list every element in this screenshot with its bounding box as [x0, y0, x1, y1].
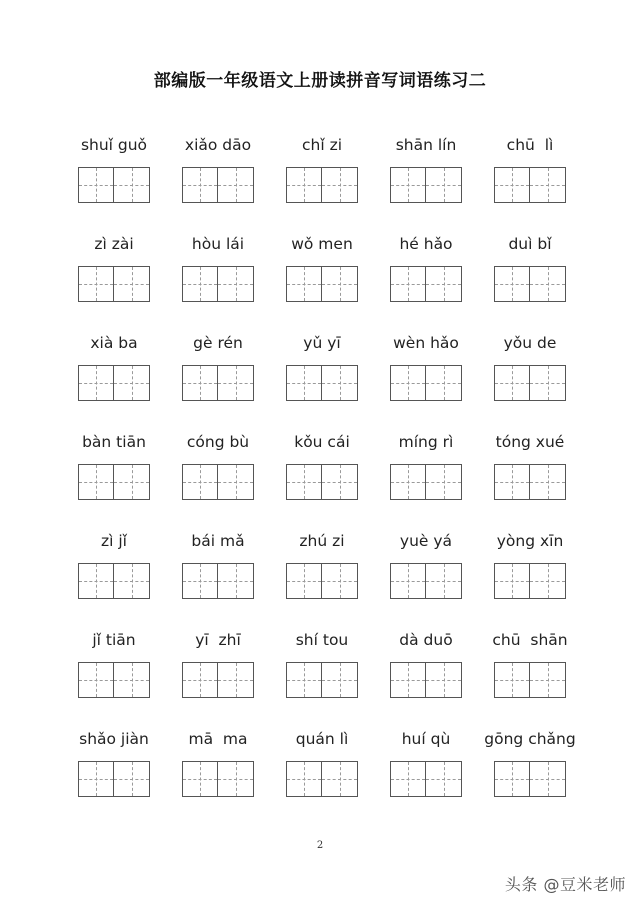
- tianzige-box[interactable]: [78, 365, 114, 401]
- pinyin-label: yǔ yī: [303, 334, 341, 352]
- tianzige-box[interactable]: [218, 563, 254, 599]
- tianzige-box[interactable]: [530, 365, 566, 401]
- pinyin-label: hòu lái: [191, 235, 245, 253]
- writing-boxes: [78, 464, 150, 500]
- exercise-item: [478, 528, 582, 627]
- exercise-item: [62, 330, 166, 429]
- pinyin-label: bái mǎ: [191, 532, 245, 550]
- exercise-item: [478, 231, 582, 330]
- writing-boxes: [182, 761, 254, 797]
- writing-boxes: [390, 761, 462, 797]
- watermark: 头条 @豆米老师: [504, 875, 626, 894]
- tianzige-box[interactable]: [286, 662, 322, 698]
- writing-boxes: [286, 563, 358, 599]
- tianzige-box[interactable]: [286, 761, 322, 797]
- tianzige-box[interactable]: [114, 464, 150, 500]
- pinyin-label: huí qù: [401, 730, 451, 748]
- exercise-item: [478, 330, 582, 429]
- pinyin-label: shān lín: [395, 136, 457, 154]
- pinyin-label: chū shān: [492, 631, 568, 649]
- pinyin-label: gè rén: [193, 334, 243, 352]
- writing-boxes: [494, 365, 566, 401]
- exercise-item: [374, 330, 478, 429]
- pinyin-label: zì jǐ: [101, 532, 127, 550]
- tianzige-box[interactable]: [78, 662, 114, 698]
- exercise-item: [166, 726, 270, 825]
- exercise-item: [62, 132, 166, 231]
- writing-boxes: [286, 464, 358, 500]
- writing-boxes: [182, 365, 254, 401]
- tianzige-box[interactable]: [218, 662, 254, 698]
- writing-boxes: [78, 167, 150, 203]
- exercise-item: [62, 627, 166, 726]
- writing-boxes: [78, 266, 150, 302]
- tianzige-box[interactable]: [426, 266, 462, 302]
- exercise-item: [478, 726, 582, 825]
- pinyin-label: dà duō: [399, 631, 453, 649]
- exercise-item: [478, 132, 582, 231]
- exercise-item: [374, 429, 478, 528]
- pinyin-label: shǎo jiàn: [79, 730, 149, 748]
- pinyin-label: tóng xué: [495, 433, 565, 451]
- tianzige-box[interactable]: [390, 563, 426, 599]
- tianzige-box[interactable]: [390, 761, 426, 797]
- writing-boxes: [390, 563, 462, 599]
- tianzige-box[interactable]: [182, 761, 218, 797]
- tianzige-box[interactable]: [530, 464, 566, 500]
- exercise-item: [270, 627, 374, 726]
- writing-boxes: [78, 563, 150, 599]
- exercise-item: [270, 528, 374, 627]
- tianzige-box[interactable]: [390, 266, 426, 302]
- tianzige-box[interactable]: [494, 563, 530, 599]
- exercise-item: [270, 132, 374, 231]
- pinyin-label: mā ma: [188, 730, 248, 748]
- writing-boxes: [494, 167, 566, 203]
- exercise-item: [374, 231, 478, 330]
- page-title: 部编版一年级语文上册读拼音写词语练习二: [153, 71, 487, 91]
- page-number: 2: [316, 840, 324, 851]
- tianzige-box[interactable]: [286, 365, 322, 401]
- tianzige-box[interactable]: [426, 167, 462, 203]
- pinyin-label: hé hǎo: [399, 235, 453, 253]
- tianzige-box[interactable]: [286, 266, 322, 302]
- pinyin-label: shí tou: [295, 631, 349, 649]
- tianzige-box[interactable]: [78, 266, 114, 302]
- pinyin-label: zhú zi: [299, 532, 345, 550]
- exercise-item: [374, 132, 478, 231]
- tianzige-box[interactable]: [426, 761, 462, 797]
- tianzige-box[interactable]: [322, 464, 358, 500]
- pinyin-label: yòng xīn: [496, 532, 564, 550]
- writing-boxes: [390, 167, 462, 203]
- tianzige-box[interactable]: [218, 167, 254, 203]
- tianzige-box[interactable]: [78, 761, 114, 797]
- tianzige-box[interactable]: [286, 464, 322, 500]
- exercise-item: [166, 429, 270, 528]
- tianzige-box[interactable]: [322, 365, 358, 401]
- pinyin-label: zì zài: [94, 235, 134, 253]
- writing-boxes: [78, 662, 150, 698]
- tianzige-box[interactable]: [426, 563, 462, 599]
- pinyin-label: bàn tiān: [82, 433, 146, 451]
- tianzige-box[interactable]: [530, 761, 566, 797]
- exercise-item: [62, 528, 166, 627]
- tianzige-box[interactable]: [530, 662, 566, 698]
- exercise-item: [62, 231, 166, 330]
- pinyin-label: kǒu cái: [294, 433, 350, 451]
- pinyin-label: chū lì: [506, 136, 554, 154]
- pinyin-label: wèn hǎo: [393, 334, 459, 352]
- tianzige-box[interactable]: [494, 167, 530, 203]
- writing-boxes: [286, 761, 358, 797]
- writing-boxes: [182, 464, 254, 500]
- tianzige-box[interactable]: [530, 167, 566, 203]
- exercise-item: [374, 627, 478, 726]
- tianzige-box[interactable]: [182, 662, 218, 698]
- writing-boxes: [182, 266, 254, 302]
- tianzige-box[interactable]: [322, 266, 358, 302]
- tianzige-box[interactable]: [78, 167, 114, 203]
- pinyin-label: xiǎo dāo: [184, 136, 252, 154]
- writing-boxes: [390, 464, 462, 500]
- exercise-item: [62, 726, 166, 825]
- exercise-item: [270, 231, 374, 330]
- pinyin-label: cóng bù: [186, 433, 250, 451]
- writing-boxes: [286, 662, 358, 698]
- tianzige-box[interactable]: [426, 662, 462, 698]
- tianzige-box[interactable]: [390, 167, 426, 203]
- tianzige-box[interactable]: [182, 365, 218, 401]
- writing-boxes: [494, 464, 566, 500]
- exercise-item: [166, 627, 270, 726]
- tianzige-box[interactable]: [218, 365, 254, 401]
- exercise-item: [166, 231, 270, 330]
- writing-boxes: [182, 167, 254, 203]
- writing-boxes: [390, 266, 462, 302]
- pinyin-label: wǒ men: [291, 235, 353, 253]
- writing-boxes: [390, 662, 462, 698]
- tianzige-box[interactable]: [390, 464, 426, 500]
- tianzige-box[interactable]: [182, 266, 218, 302]
- tianzige-box[interactable]: [322, 167, 358, 203]
- tianzige-box[interactable]: [114, 761, 150, 797]
- pinyin-label: yuè yá: [399, 532, 453, 550]
- tianzige-box[interactable]: [322, 662, 358, 698]
- exercise-item: [270, 330, 374, 429]
- pinyin-label: quán lì: [295, 730, 349, 748]
- writing-boxes: [494, 662, 566, 698]
- pinyin-label: duì bǐ: [508, 235, 552, 253]
- writing-boxes: [286, 167, 358, 203]
- exercise-grid: [62, 132, 582, 825]
- tianzige-box[interactable]: [114, 563, 150, 599]
- pinyin-label: yǒu de: [503, 334, 557, 352]
- exercise-item: [270, 726, 374, 825]
- exercise-item: [62, 429, 166, 528]
- tianzige-box[interactable]: [78, 464, 114, 500]
- pinyin-label: yī zhī: [195, 631, 241, 649]
- tianzige-box[interactable]: [182, 464, 218, 500]
- tianzige-box[interactable]: [322, 563, 358, 599]
- writing-boxes: [78, 761, 150, 797]
- writing-boxes: [286, 365, 358, 401]
- tianzige-box[interactable]: [218, 464, 254, 500]
- exercise-item: [374, 726, 478, 825]
- tianzige-box[interactable]: [494, 464, 530, 500]
- tianzige-box[interactable]: [322, 761, 358, 797]
- tianzige-box[interactable]: [426, 464, 462, 500]
- tianzige-box[interactable]: [494, 761, 530, 797]
- tianzige-box[interactable]: [182, 563, 218, 599]
- tianzige-box[interactable]: [494, 662, 530, 698]
- tianzige-box[interactable]: [114, 662, 150, 698]
- pinyin-label: xià ba: [90, 334, 138, 352]
- exercise-item: [478, 627, 582, 726]
- tianzige-box[interactable]: [286, 167, 322, 203]
- pinyin-label: chǐ zi: [301, 136, 343, 154]
- writing-boxes: [182, 563, 254, 599]
- tianzige-box[interactable]: [530, 266, 566, 302]
- tianzige-box[interactable]: [494, 365, 530, 401]
- tianzige-box[interactable]: [390, 365, 426, 401]
- exercise-item: [166, 528, 270, 627]
- writing-boxes: [182, 662, 254, 698]
- tianzige-box[interactable]: [78, 563, 114, 599]
- writing-boxes: [494, 563, 566, 599]
- pinyin-label: shuǐ guǒ: [80, 136, 148, 154]
- tianzige-box[interactable]: [114, 167, 150, 203]
- tianzige-box[interactable]: [494, 266, 530, 302]
- writing-boxes: [494, 761, 566, 797]
- tianzige-box[interactable]: [218, 761, 254, 797]
- writing-boxes: [494, 266, 566, 302]
- writing-boxes: [286, 266, 358, 302]
- tianzige-box[interactable]: [114, 365, 150, 401]
- exercise-item: [270, 429, 374, 528]
- exercise-item: [478, 429, 582, 528]
- tianzige-box[interactable]: [114, 266, 150, 302]
- pinyin-label: gōng chǎng: [484, 730, 576, 748]
- tianzige-box[interactable]: [182, 167, 218, 203]
- tianzige-box[interactable]: [390, 662, 426, 698]
- tianzige-box[interactable]: [286, 563, 322, 599]
- exercise-item: [166, 330, 270, 429]
- pinyin-label: míng rì: [398, 433, 454, 451]
- tianzige-box[interactable]: [426, 365, 462, 401]
- tianzige-box[interactable]: [530, 563, 566, 599]
- writing-boxes: [78, 365, 150, 401]
- writing-boxes: [390, 365, 462, 401]
- tianzige-box[interactable]: [218, 266, 254, 302]
- exercise-item: [166, 132, 270, 231]
- pinyin-label: jǐ tiān: [92, 631, 136, 649]
- exercise-item: [374, 528, 478, 627]
